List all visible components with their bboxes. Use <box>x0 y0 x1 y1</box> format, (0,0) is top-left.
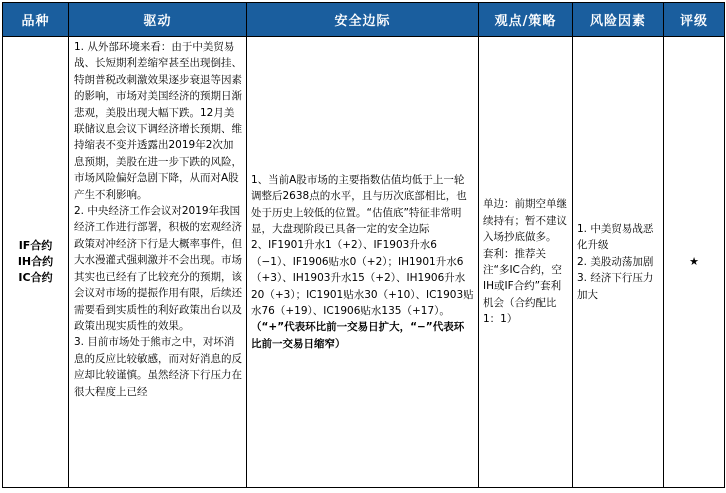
header-risk-factors: 风险因素 <box>573 3 664 37</box>
variety-cell <box>3 37 69 488</box>
safety-margin-note: （“+”代表环比前一交易日扩大，“−”代表环比前一交易日缩窄） <box>251 321 465 350</box>
header-rating: 评级 <box>664 3 725 37</box>
header-row <box>3 3 725 37</box>
strategy-arbitrage: 套利：推荐关注“多IC合约，空IH或IF合约”套利机会（合约配比1：1） <box>483 247 562 326</box>
variety-if: IF合约 <box>18 239 53 252</box>
rating-cell <box>664 37 725 488</box>
risk-item: 1. 中美贸易战恶化升级 <box>577 222 654 252</box>
view-strategy-cell <box>479 37 573 488</box>
safety-margin-basis <box>251 237 474 352</box>
header-variety: 品种 <box>3 3 69 37</box>
variety-ic: IC合约 <box>18 271 53 284</box>
header-safety-margin: 安全边际 <box>247 3 479 37</box>
risk-item: 2. 美股动荡加剧 <box>577 255 654 268</box>
header-driver: 驱动 <box>69 3 247 37</box>
variety-ih: IH合约 <box>17 255 54 268</box>
driver-cell <box>69 37 247 488</box>
strategy-unilateral: 单边：前期空单继续持有；暂不建议入场抄底做多。 <box>483 198 567 244</box>
driver-text-clip <box>74 39 242 487</box>
driver-point-1: 1. 从外部环境来看：由于中美贸易战、长短期利差缩窄甚至出现倒挂、特朗普税改刺激效果逐步衰退等因素的影响，市场对美国经济的预期日渐悲观，美股出现大幅下跌。12月美联储议息会议下调经济增长预期、维持缩表不变并透露出2019年2次加息预期，美股在进一步下跌的风险，市场风险偏好急剧下降，从而对A股产生不利影响。 <box>74 41 242 201</box>
header-view-strategy: 观点/策略 <box>479 3 573 37</box>
risk-factors-cell <box>573 37 664 488</box>
table-row <box>3 37 725 488</box>
safety-margin-basis-values: 2、IF1901升水1（+2）、IF1903升水6（−1）、IF1906贴水0（+2）；IH1901升水6（+3）、IH1903升水15（+2）、IH1906升水20（+3）；IC1901贴水30（+10）、IC1903贴水76（+19）、IC1906贴水135（+17）。 <box>251 239 474 318</box>
star-icon: ★ <box>689 254 699 268</box>
driver-point-3: 3. 目前市场处于熊市之中，对坏消息的反应比较敏感，而对好消息的反应却比较谨慎。虽然经济下行压力在很大程度上已经 <box>74 336 242 398</box>
driver-point-2: 2. 中央经济工作会议对2019年我国经济工作进行部署，积极的宏观经济政策对冲经济下行是大概率事件，但大水漫灌式强刺激并不会出现。市场其实也已经有了比较充分的预期，该会议对市场的提振作用有限，后续还需要看到实质性的利好政策出台以及政策出现实质性的效果。 <box>74 205 242 332</box>
safety-margin-valuation: 1、当前A股市场的主要指数估值均低于上一轮调整后2638点的水平，且与历次底部相比，也处于历史上较低的位置。“估值底”特征非常明显，大盘现阶段已具备一定的安全边际 <box>251 173 467 235</box>
risk-item: 3. 经济下行压力加大 <box>577 272 654 301</box>
strategy-table <box>2 2 725 488</box>
safety-margin-cell <box>247 37 479 488</box>
